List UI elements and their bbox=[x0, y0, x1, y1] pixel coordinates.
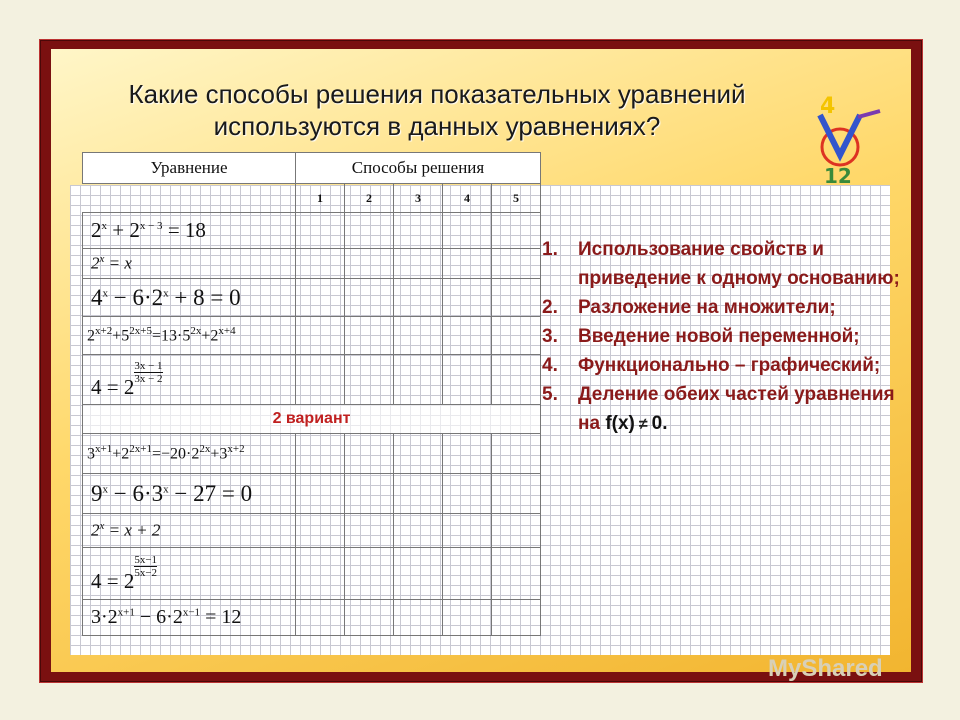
answer-cell[interactable] bbox=[345, 548, 394, 600]
answer-cell[interactable] bbox=[492, 548, 541, 600]
answer-cell[interactable] bbox=[345, 434, 394, 474]
answer-cell[interactable] bbox=[443, 434, 492, 474]
equation-v2-3: $2^x = x + 2$ bbox=[83, 514, 296, 548]
answer-cell[interactable] bbox=[492, 434, 541, 474]
answer-cell[interactable] bbox=[345, 249, 394, 279]
answer-cell[interactable] bbox=[394, 317, 443, 355]
division-rhs: 0. bbox=[651, 413, 668, 434]
answer-cell[interactable] bbox=[394, 213, 443, 249]
answer-cell[interactable] bbox=[492, 355, 541, 405]
answer-cell[interactable] bbox=[345, 474, 394, 514]
equation-v2-1: $3^{x+1}+2^{2x+1}=-20\cdot 2^{2x}+3^{x+2}$ bbox=[83, 434, 296, 474]
answer-cell[interactable] bbox=[394, 548, 443, 600]
equation-v1-5: 4 = 2 $^{\frac{3x - 1}{3x - 2}}$ bbox=[83, 355, 296, 405]
answer-cell[interactable] bbox=[345, 213, 394, 249]
answer-cell[interactable] bbox=[394, 600, 443, 636]
answer-cell[interactable] bbox=[492, 249, 541, 279]
answer-cell[interactable] bbox=[345, 514, 394, 548]
answer-cell[interactable] bbox=[492, 213, 541, 249]
svg-text:12: 12 bbox=[824, 164, 852, 185]
method-item: 1. Использование свойств и приведение к одному основанию; bbox=[542, 239, 900, 289]
answer-cell[interactable] bbox=[492, 279, 541, 317]
header-equation: Уравнение bbox=[83, 153, 296, 184]
answer-cell[interactable] bbox=[394, 474, 443, 514]
answer-cell[interactable] bbox=[394, 514, 443, 548]
answer-cell[interactable] bbox=[296, 434, 345, 474]
method-item: 3. Введение новой переменной; bbox=[542, 326, 860, 347]
method-col-3: 3 bbox=[394, 184, 443, 213]
answer-cell[interactable] bbox=[296, 600, 345, 636]
method-item: 4. Функционально – графический; bbox=[542, 355, 881, 376]
not-equal-icon: ≠ bbox=[638, 416, 648, 433]
answer-cell[interactable] bbox=[394, 279, 443, 317]
answer-cell[interactable] bbox=[443, 279, 492, 317]
equation-v1-3: $4^x - 6\cdot 2^x + 8 = 0$ bbox=[83, 279, 296, 317]
answer-cell[interactable] bbox=[492, 514, 541, 548]
answer-cell[interactable] bbox=[296, 474, 345, 514]
method-col-5: 5 bbox=[492, 184, 541, 213]
method-item: 2. Разложение на множители; bbox=[542, 297, 836, 318]
answer-cell[interactable] bbox=[492, 474, 541, 514]
svg-text:4: 4 bbox=[820, 94, 836, 119]
answer-cell[interactable] bbox=[443, 474, 492, 514]
answer-cell[interactable] bbox=[443, 355, 492, 405]
answer-cell[interactable] bbox=[296, 355, 345, 405]
methods-list bbox=[542, 235, 902, 439]
method-col-1: 1 bbox=[296, 184, 345, 213]
answer-cell[interactable] bbox=[296, 213, 345, 249]
answer-cell[interactable] bbox=[345, 600, 394, 636]
answer-cell[interactable] bbox=[296, 317, 345, 355]
answer-cell[interactable] bbox=[492, 317, 541, 355]
answer-cell[interactable] bbox=[394, 355, 443, 405]
answer-cell[interactable] bbox=[394, 249, 443, 279]
answer-cell[interactable] bbox=[296, 249, 345, 279]
answer-cell[interactable] bbox=[443, 249, 492, 279]
equation-v2-4: 4 = 2 $^{\frac{5x-1}{5x-2}}$ bbox=[83, 548, 296, 600]
equations-table bbox=[82, 152, 541, 636]
watermark: MyShared bbox=[768, 655, 883, 682]
answer-cell[interactable] bbox=[345, 355, 394, 405]
answer-cell[interactable] bbox=[443, 600, 492, 636]
answer-cell[interactable] bbox=[345, 317, 394, 355]
blank-corner bbox=[83, 184, 296, 213]
equation-v1-4: $2^{x+2}+5^{2x+5}=13\cdot 5^{2x}+2^{x+4}$ bbox=[83, 317, 296, 355]
answer-cell[interactable] bbox=[296, 548, 345, 600]
division-lhs: f(x) bbox=[605, 413, 635, 434]
equation-v1-1: $2^x + 2^{x - 3} = 18$ bbox=[83, 213, 296, 249]
math-logo-icon bbox=[800, 85, 890, 185]
answer-cell[interactable] bbox=[492, 600, 541, 636]
answer-cell[interactable] bbox=[443, 548, 492, 600]
equation-v2-5: $3\cdot 2^{x+1} - 6\cdot 2^{x-1} = 12$ bbox=[83, 600, 296, 636]
slide-title bbox=[62, 78, 812, 142]
equation-v2-2: $9^x - 6\cdot 3^x - 27 = 0$ bbox=[83, 474, 296, 514]
header-methods: Способы решения bbox=[296, 153, 541, 184]
answer-cell[interactable] bbox=[345, 279, 394, 317]
variant-label: 2 вариант bbox=[83, 405, 541, 434]
method-col-2: 2 bbox=[345, 184, 394, 213]
equation-v1-2: $2^x = x$ bbox=[83, 249, 296, 279]
method-col-4: 4 bbox=[443, 184, 492, 213]
answer-cell[interactable] bbox=[443, 213, 492, 249]
answer-cell[interactable] bbox=[394, 434, 443, 474]
title-line-2: используются в данных уравнениях? bbox=[213, 111, 661, 141]
answer-cell[interactable] bbox=[296, 514, 345, 548]
answer-cell[interactable] bbox=[443, 317, 492, 355]
title-line-1: Какие способы решения показательных уравнений bbox=[128, 79, 746, 109]
answer-cell[interactable] bbox=[296, 279, 345, 317]
method-item: 5. Деление обеих частей уравнения на f(x) ≠ 0. bbox=[542, 380, 902, 439]
answer-cell[interactable] bbox=[443, 514, 492, 548]
